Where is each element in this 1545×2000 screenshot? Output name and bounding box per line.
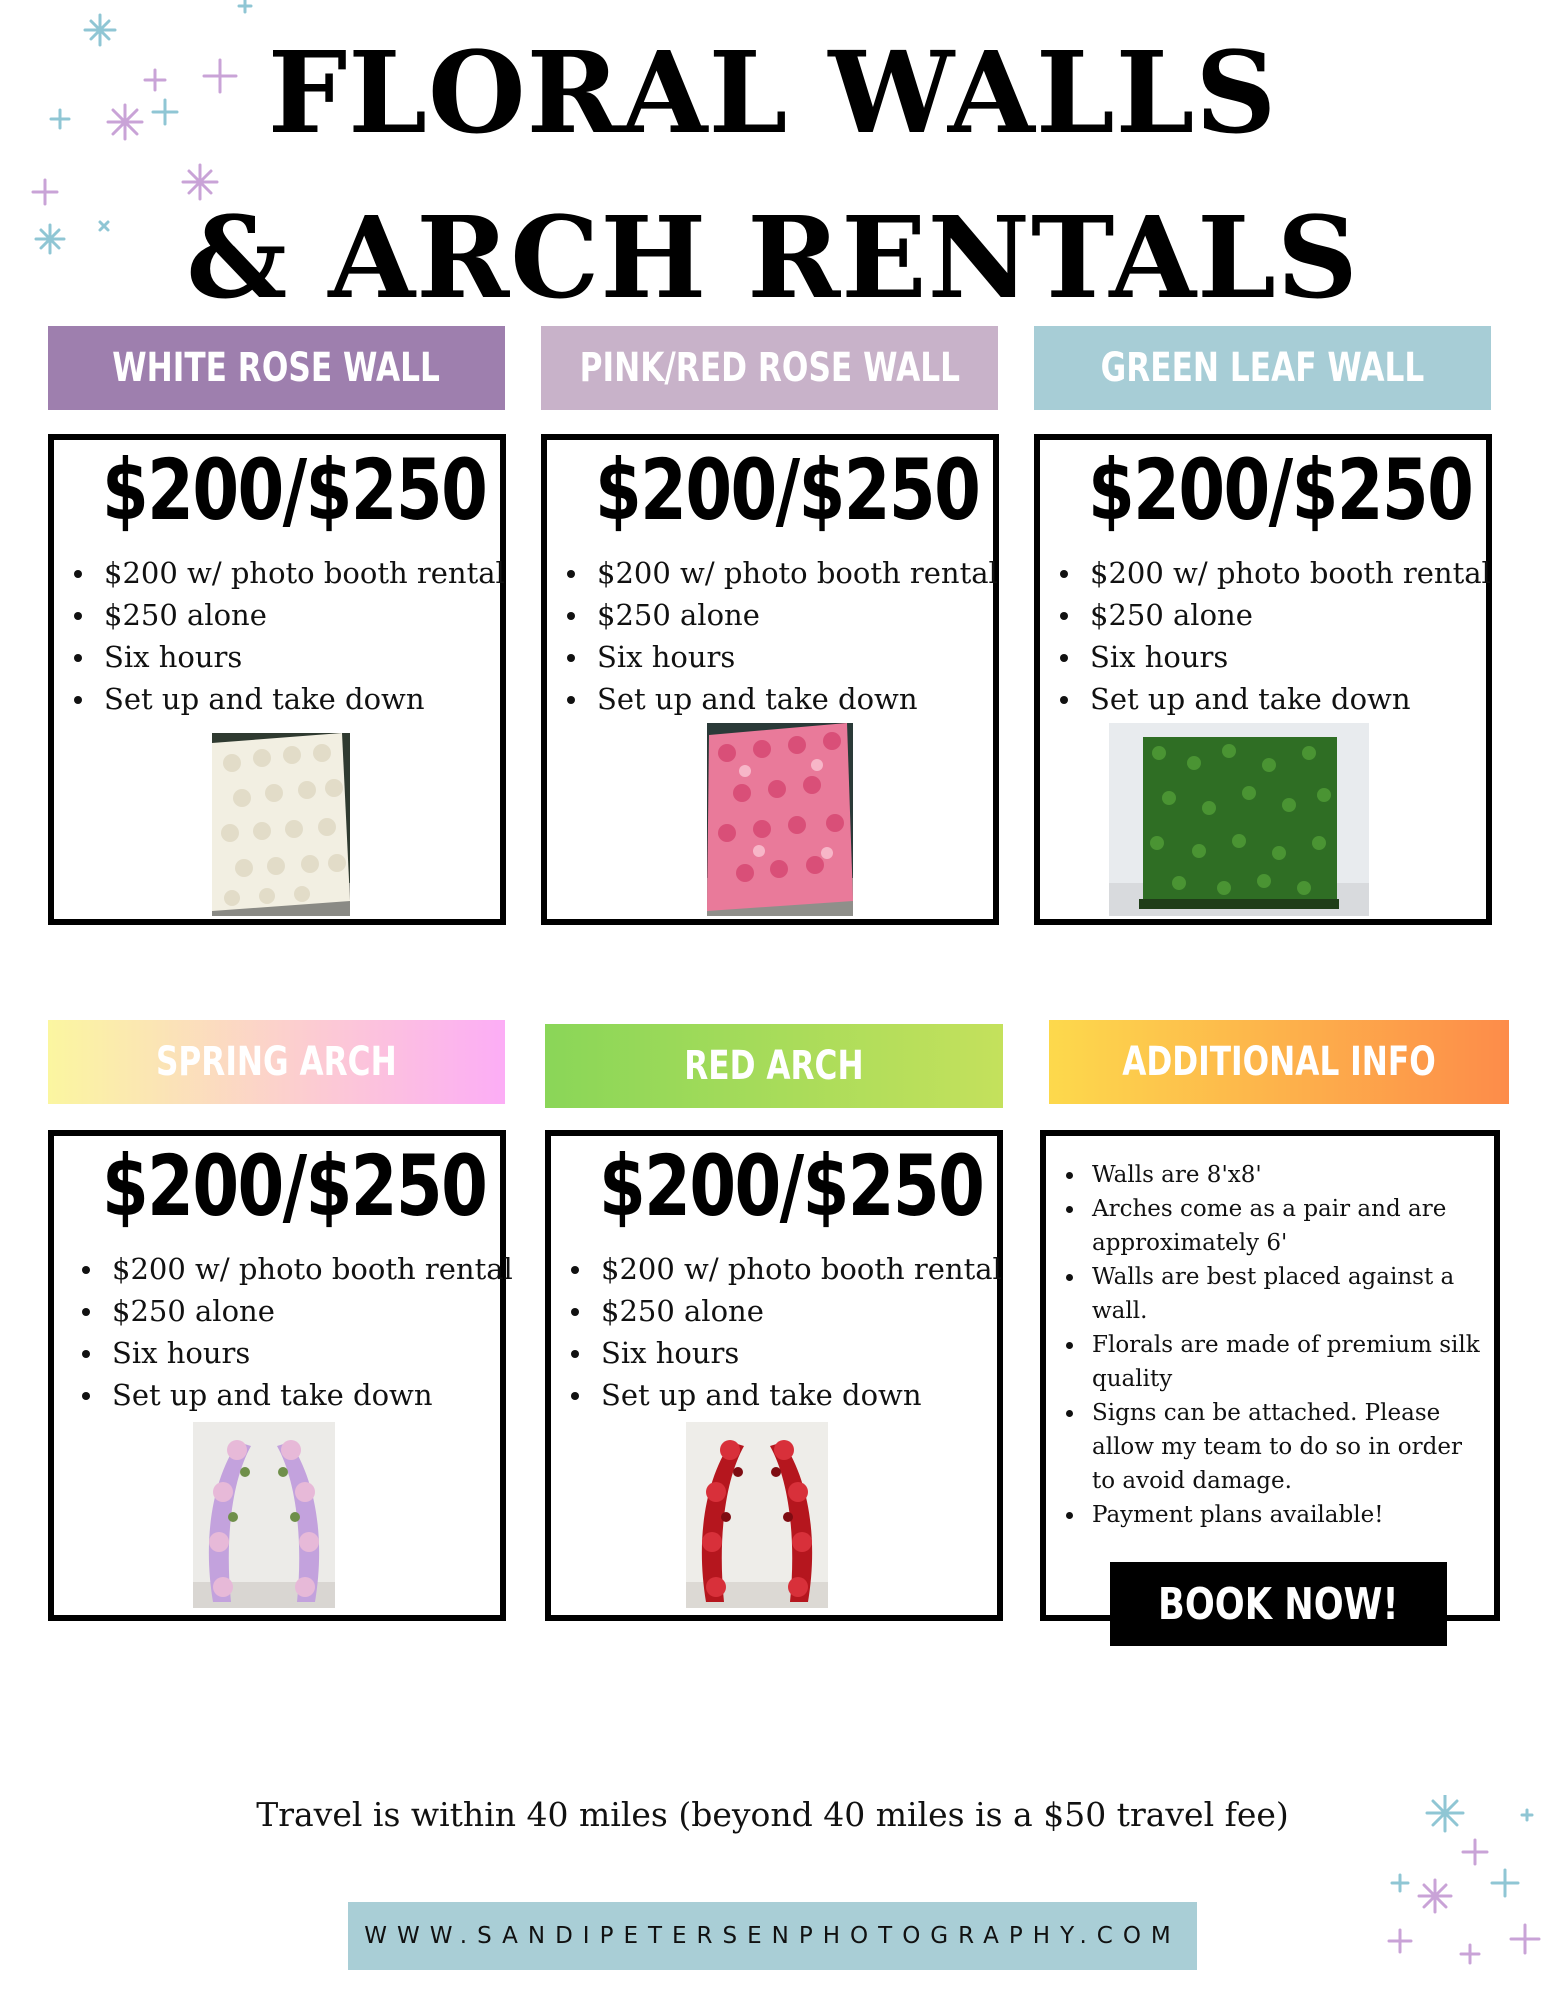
list-item: Set up and take down — [563, 678, 998, 720]
list-item: Six hours — [70, 636, 505, 678]
banner-spring-arch — [48, 1020, 505, 1104]
banner-red-arch — [545, 1024, 1003, 1108]
list-item: Six hours — [78, 1332, 513, 1374]
list-item: Six hours — [1056, 636, 1491, 678]
page-title-line1: FLORAL WALLS — [267, 28, 1278, 159]
white-rose-wall-icon — [212, 733, 350, 916]
price: $200/$250 — [599, 1137, 984, 1235]
banner-white-rose-wall — [48, 326, 505, 410]
card-green-leaf-wall — [1034, 434, 1492, 925]
red-arch-icon — [686, 1422, 828, 1608]
card-red-arch — [545, 1130, 1003, 1621]
book-now-button[interactable] — [1110, 1562, 1447, 1646]
list-item: Payment plans available! — [1060, 1498, 1490, 1532]
banner-label: GREEN LEAF WALL — [1100, 345, 1425, 391]
list-item: $250 alone — [1056, 594, 1491, 636]
list-item: $200 w/ photo booth rental — [567, 1248, 1002, 1290]
banner-pink-red-rose-wall — [541, 326, 998, 410]
list-item: $200 w/ photo booth rental — [70, 552, 505, 594]
page-title-line2: & ARCH RENTALS — [186, 193, 1359, 324]
list-item: Six hours — [567, 1332, 1002, 1374]
price: $200/$250 — [102, 441, 487, 539]
banner-label: WHITE ROSE WALL — [112, 345, 441, 391]
card-additional-info — [1040, 1130, 1500, 1621]
list-item: $250 alone — [70, 594, 505, 636]
pink-rose-wall-icon — [707, 723, 853, 916]
list-item: Walls are 8'x8' — [1060, 1158, 1490, 1192]
banner-label: RED ARCH — [684, 1043, 864, 1089]
additional-info-list — [1060, 1158, 1490, 1532]
price: $200/$250 — [1088, 441, 1473, 539]
feature-list — [78, 1248, 513, 1416]
card-white-rose-wall — [48, 434, 506, 925]
list-item: Arches come as a pair and are approximately 6' — [1060, 1192, 1490, 1260]
feature-list — [563, 552, 998, 720]
list-item: Signs can be attached. Please allow my team to do so in order to avoid damage. — [1060, 1396, 1490, 1498]
feature-list — [70, 552, 505, 720]
green-leaf-wall-icon — [1109, 723, 1369, 916]
list-item: $200 w/ photo booth rental — [78, 1248, 513, 1290]
list-item: Six hours — [563, 636, 998, 678]
list-item: $200 w/ photo booth rental — [1056, 552, 1491, 594]
list-item: Walls are best placed against a wall. — [1060, 1260, 1490, 1328]
banner-label: SPRING ARCH — [156, 1039, 397, 1085]
price: $200/$250 — [102, 1137, 487, 1235]
list-item: Set up and take down — [78, 1374, 513, 1416]
list-item: $200 w/ photo booth rental — [563, 552, 998, 594]
list-item: $250 alone — [567, 1290, 1002, 1332]
website-link[interactable]: WWW.SANDIPETERSENPHOTOGRAPHY.COM — [348, 1902, 1197, 1970]
feature-list — [1056, 552, 1491, 720]
list-item: Florals are made of premium silk quality — [1060, 1328, 1490, 1396]
feature-list — [567, 1248, 1002, 1416]
card-spring-arch — [48, 1130, 513, 1621]
list-item: Set up and take down — [567, 1374, 1002, 1416]
banner-label: ADDITIONAL INFO — [1122, 1039, 1436, 1085]
list-item: Set up and take down — [70, 678, 505, 720]
card-pink-red-rose-wall — [541, 434, 999, 925]
travel-note: Travel is within 40 miles (beyond 40 miles is a $50 travel fee) — [256, 1795, 1289, 1834]
spring-arch-icon — [193, 1422, 335, 1608]
banner-label: PINK/RED ROSE WALL — [579, 345, 960, 391]
banner-green-leaf-wall — [1034, 326, 1491, 410]
list-item: $250 alone — [563, 594, 998, 636]
list-item: $250 alone — [78, 1290, 513, 1332]
list-item: Set up and take down — [1056, 678, 1491, 720]
price: $200/$250 — [595, 441, 980, 539]
banner-additional-info — [1049, 1020, 1509, 1104]
book-now-label: BOOK NOW! — [1158, 1578, 1399, 1630]
